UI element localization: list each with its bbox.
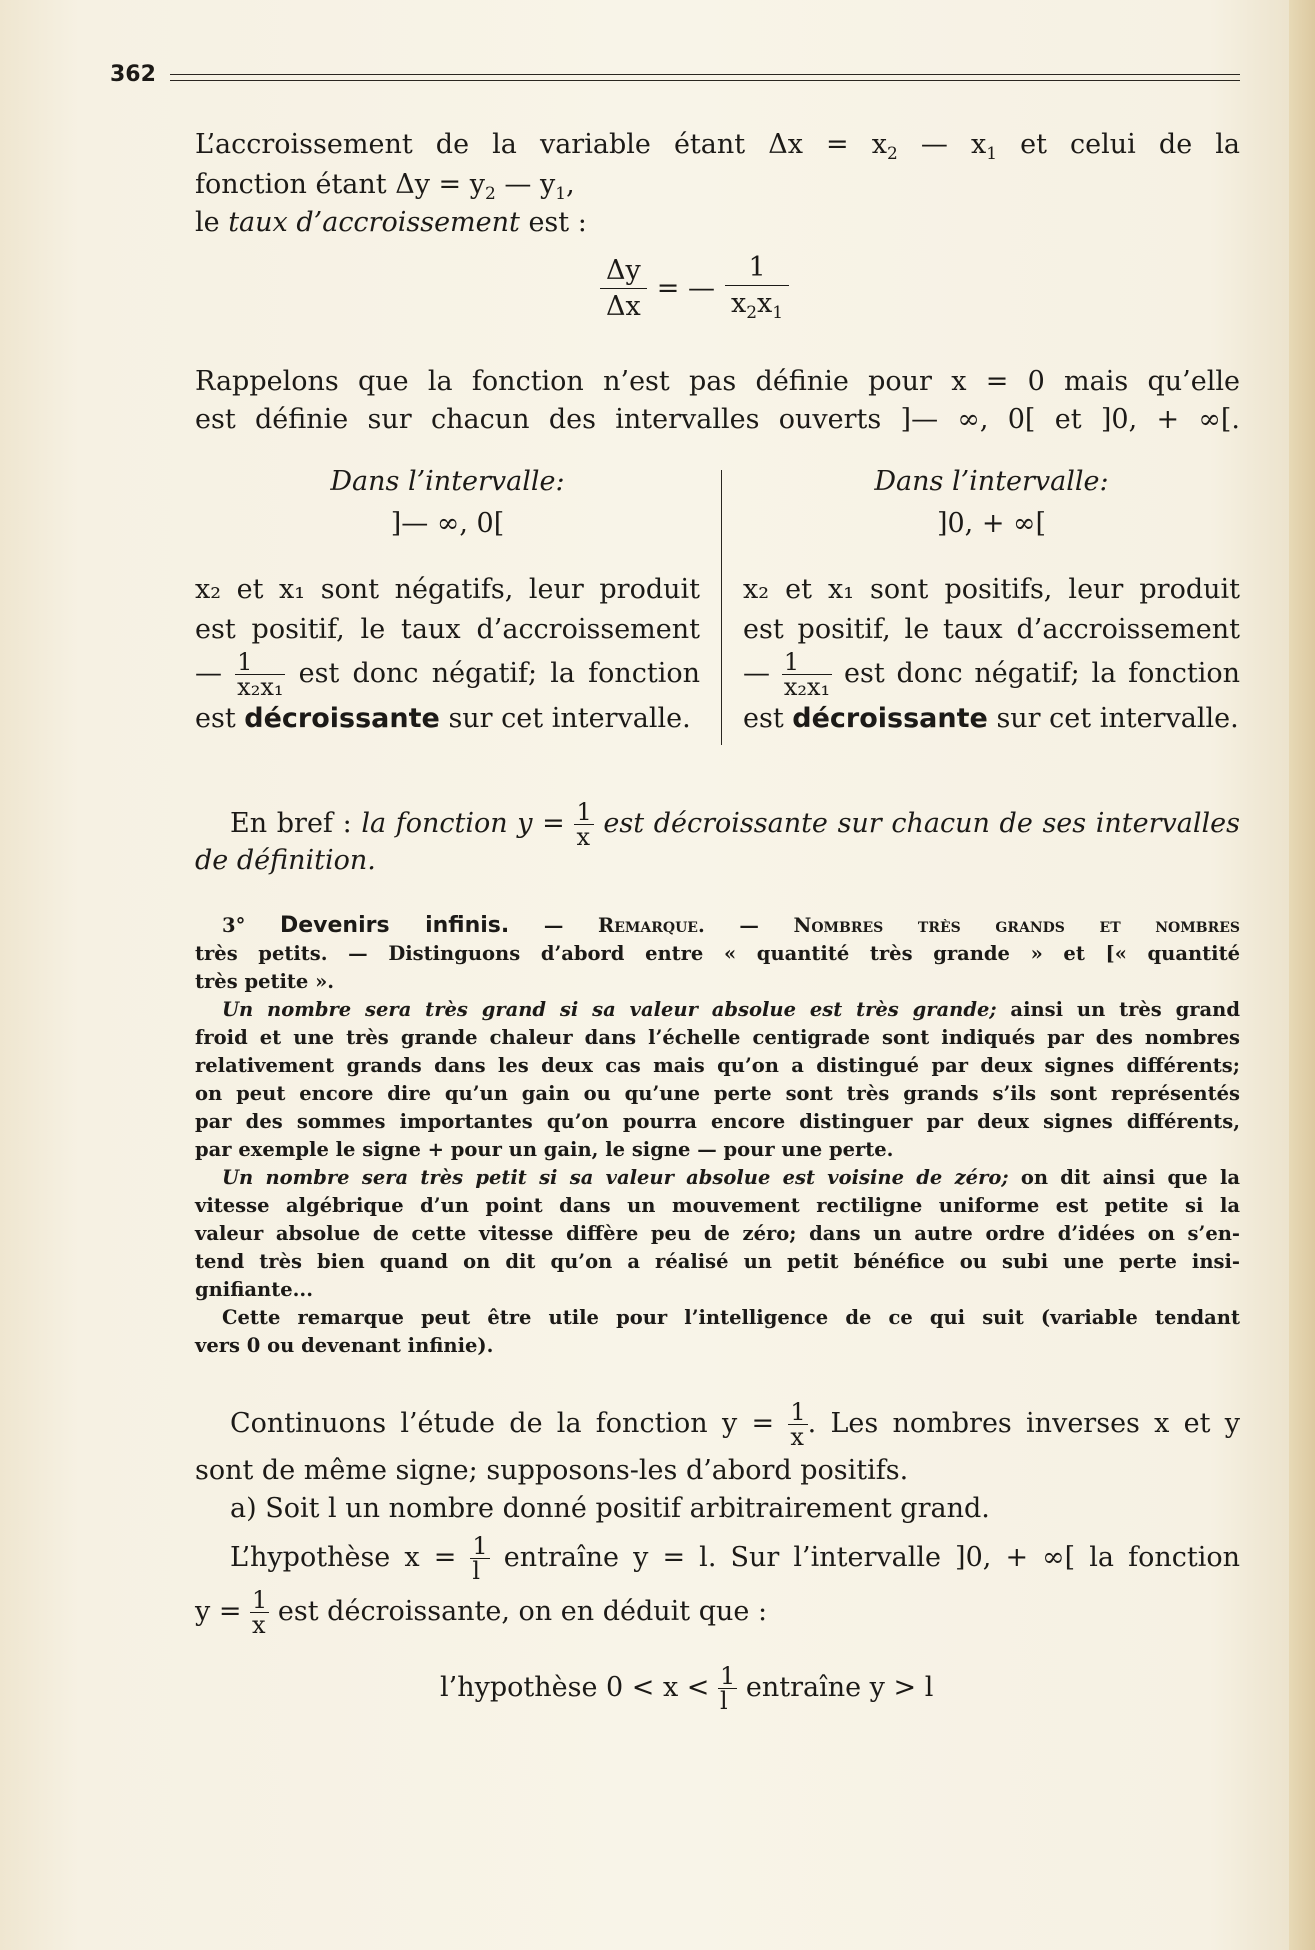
fraction <box>788 1400 807 1449</box>
cont-text: l’hypothèse 0 < x < <box>440 1672 719 1703</box>
keyword: décroissante <box>792 703 988 734</box>
page-edge-shadow <box>1289 0 1315 1950</box>
numerator: 1 <box>748 252 766 283</box>
denominator: x₂x₁ <box>783 673 831 701</box>
column-line <box>195 699 700 739</box>
intro-text: , <box>566 169 575 200</box>
column-text: est <box>195 703 245 734</box>
fraction <box>235 650 285 699</box>
right-column <box>743 462 1240 739</box>
subscript: 2 <box>485 184 496 204</box>
p3-line-2: vitesse algébrique d’un point dans un mouvement rectiligne uniforme est petite si la <box>195 1194 1240 1217</box>
column-divider <box>721 470 722 745</box>
cont-text: Continuons l’étude de la fonction y = <box>230 1408 789 1439</box>
column-line: est positif, le taux d’accroissement <box>195 614 700 645</box>
p2-line-6: par exemple le signe + pour un gain, le signe — pour une perte. <box>195 1138 894 1161</box>
minus: — <box>195 658 222 689</box>
subscript: 1 <box>772 303 784 323</box>
intro-text: — x <box>897 129 987 160</box>
intro-text: le <box>195 207 229 238</box>
numerator: 1 <box>790 1398 806 1426</box>
cont-line-2: sont de même signe; supposons-les d’abord positifs. <box>195 1455 909 1486</box>
section-number: 3° <box>222 914 280 937</box>
column-line <box>743 699 1240 739</box>
denominator: x <box>574 824 593 849</box>
denominator: x₂x₁ <box>237 673 284 701</box>
fraction <box>600 253 647 324</box>
intro-text: et celui de la <box>997 129 1240 160</box>
p4-line-1: Cette remarque peut être utile pour l’intelligence de ce qui suit (variable tendant <box>222 1306 1240 1329</box>
column-line: est positif, le taux d’accroissement <box>743 614 1240 645</box>
page-header <box>110 62 1240 92</box>
subscript: 1 <box>986 144 998 164</box>
numerator: 1 <box>237 648 253 676</box>
cont-text: L’hypothèse x = <box>230 1542 471 1573</box>
denominator: x <box>788 1424 807 1449</box>
p2-line-2: froid et une très grande chaleur dans l’échelle centigrade sont indiqués par des nombres <box>195 1026 1240 1049</box>
column-text: est donc négatif; la fonction <box>298 658 700 689</box>
fraction <box>718 1664 737 1713</box>
left-column <box>195 462 700 739</box>
p3-line-4: tend très bien quand on dit qu’on a réalisé un petit bénéfice ou subi une perte insi- <box>195 1250 1240 1273</box>
p2-line-4: on peut encore dire qu’un gain ou qu’une perte sont très grands s’ils sont représentés <box>195 1082 1240 1105</box>
intro-italic: taux d’accroissement <box>228 207 520 238</box>
column-heading: Dans l’intervalle: <box>330 466 565 497</box>
header-rule-bottom <box>170 80 1240 81</box>
interval: ]— ∞, 0[ <box>390 508 505 539</box>
section-text: — Remarque. — Nombres très grands et nombres <box>509 914 1240 937</box>
intro-text: fonction étant Δy = y <box>195 169 486 200</box>
cont-line-4 <box>230 1534 1240 1583</box>
column-line: x₂ et x₁ sont positifs, leur produit <box>743 574 1240 605</box>
intro-text: est : <box>519 207 587 238</box>
intro-text: — y <box>495 169 556 200</box>
column-text: sur cet intervalle. <box>987 703 1239 734</box>
column-heading: Dans l’intervalle: <box>874 466 1109 497</box>
p2-line-1 <box>222 998 1240 1022</box>
bref-line-2: de définition. <box>195 845 376 876</box>
cont-line-5 <box>195 1588 1240 1637</box>
header-rule-top <box>170 74 1240 75</box>
fraction <box>725 250 789 326</box>
p4-line-2: vers 0 ou devenant infinie). <box>195 1334 494 1357</box>
p3-line-1 <box>222 1166 1240 1190</box>
p2-line-5: par des sommes importantes qu’on pourra encore distinguer par deux signes différents, <box>195 1110 1240 1133</box>
column-line <box>195 650 700 699</box>
section-3-line-2: très petits. — Distinguons d’abord entre « quantité très grande » et [« quantité <box>195 942 1240 965</box>
subscript: 2 <box>746 303 758 323</box>
bref-italic: est décroissante sur chacun de ses intervalles <box>593 808 1241 839</box>
denominator: Δx <box>600 288 647 324</box>
keyword: décroissante <box>244 703 440 734</box>
numerator: 1 <box>252 1586 268 1614</box>
column-text: est donc négatif; la fonction <box>844 658 1240 689</box>
subscript: 2 <box>886 144 898 164</box>
section-text: on dit ainsi que la <box>1008 1166 1240 1189</box>
subscript: 1 <box>555 184 567 204</box>
den-var: x <box>730 288 747 319</box>
column-text: sur cet intervalle. <box>439 703 691 734</box>
numerator: 1 <box>576 798 592 826</box>
intro-line-3 <box>195 204 1240 242</box>
cont-line-1 <box>230 1400 1240 1449</box>
den-var: x <box>757 288 773 319</box>
numerator: 1 <box>472 1532 488 1560</box>
section-italic: Un nombre sera très grand si sa valeur absolue est très grande; <box>222 998 997 1021</box>
bref-text: En bref : <box>230 808 362 839</box>
column-line <box>743 650 1240 699</box>
numerator: 1 <box>720 1662 736 1690</box>
rappel-line-2: est définie sur chacun des intervalles ouverts ]— ∞, 0[ et ]0, + ∞[. <box>195 404 1240 435</box>
cont-text: . Les nombres inverses x et y <box>807 1408 1240 1439</box>
p3-line-5: gnifiante... <box>195 1278 313 1301</box>
column-text: est <box>743 703 793 734</box>
column-line: x₂ et x₁ sont négatifs, leur produit <box>195 574 700 605</box>
numerator: 1 <box>783 648 800 676</box>
cont-line-6 <box>440 1664 1240 1713</box>
section-title: Devenirs infinis. <box>279 913 510 938</box>
fraction <box>470 1534 489 1583</box>
rate-formula <box>600 250 789 326</box>
denominator: l <box>718 1688 737 1713</box>
bref-italic: la fonction y = <box>361 808 575 839</box>
rappel-line-1: Rappelons que la fonction n’est pas définie pour x = 0 mais qu’elle <box>195 366 1240 397</box>
denominator: x <box>250 1612 269 1637</box>
numerator: Δy <box>606 254 641 286</box>
cont-text: entraîne y > l <box>737 1672 934 1703</box>
cont-line-3: a) Soit l un nombre donné positif arbitrairement grand. <box>230 1493 990 1524</box>
section-text: ainsi un très grand <box>996 998 1240 1021</box>
fraction <box>250 1588 269 1637</box>
fraction <box>782 650 832 699</box>
section-3-line-1 <box>222 914 1240 938</box>
section-italic: Un nombre sera très petit si sa valeur absolue est voisine de zéro; <box>222 1166 1009 1189</box>
section-3-line-3: très petite ». <box>195 970 335 993</box>
cont-text: est décroissante, on en déduit que : <box>269 1596 768 1627</box>
equals-minus: = — <box>656 272 715 304</box>
page-number: 362 <box>110 62 156 87</box>
cont-text: y = <box>195 1596 251 1627</box>
cont-text: entraîne y = l. Sur l’intervalle ]0, + ∞[ la fonction <box>489 1542 1240 1573</box>
interval: ]0, + ∞[ <box>936 508 1047 539</box>
p3-line-3: valeur absolue de cette vitesse diffère peu de zéro; dans un autre ordre d’idées on s’en- <box>195 1222 1240 1245</box>
intro-text: L’accroissement de la variable étant Δx = x <box>195 129 887 160</box>
denominator: l <box>470 1558 489 1583</box>
p2-line-3: relativement grands dans les deux cas mais qu’on a distingué par deux signes différents; <box>195 1054 1240 1077</box>
minus: — <box>743 658 770 689</box>
denominator <box>725 285 789 326</box>
